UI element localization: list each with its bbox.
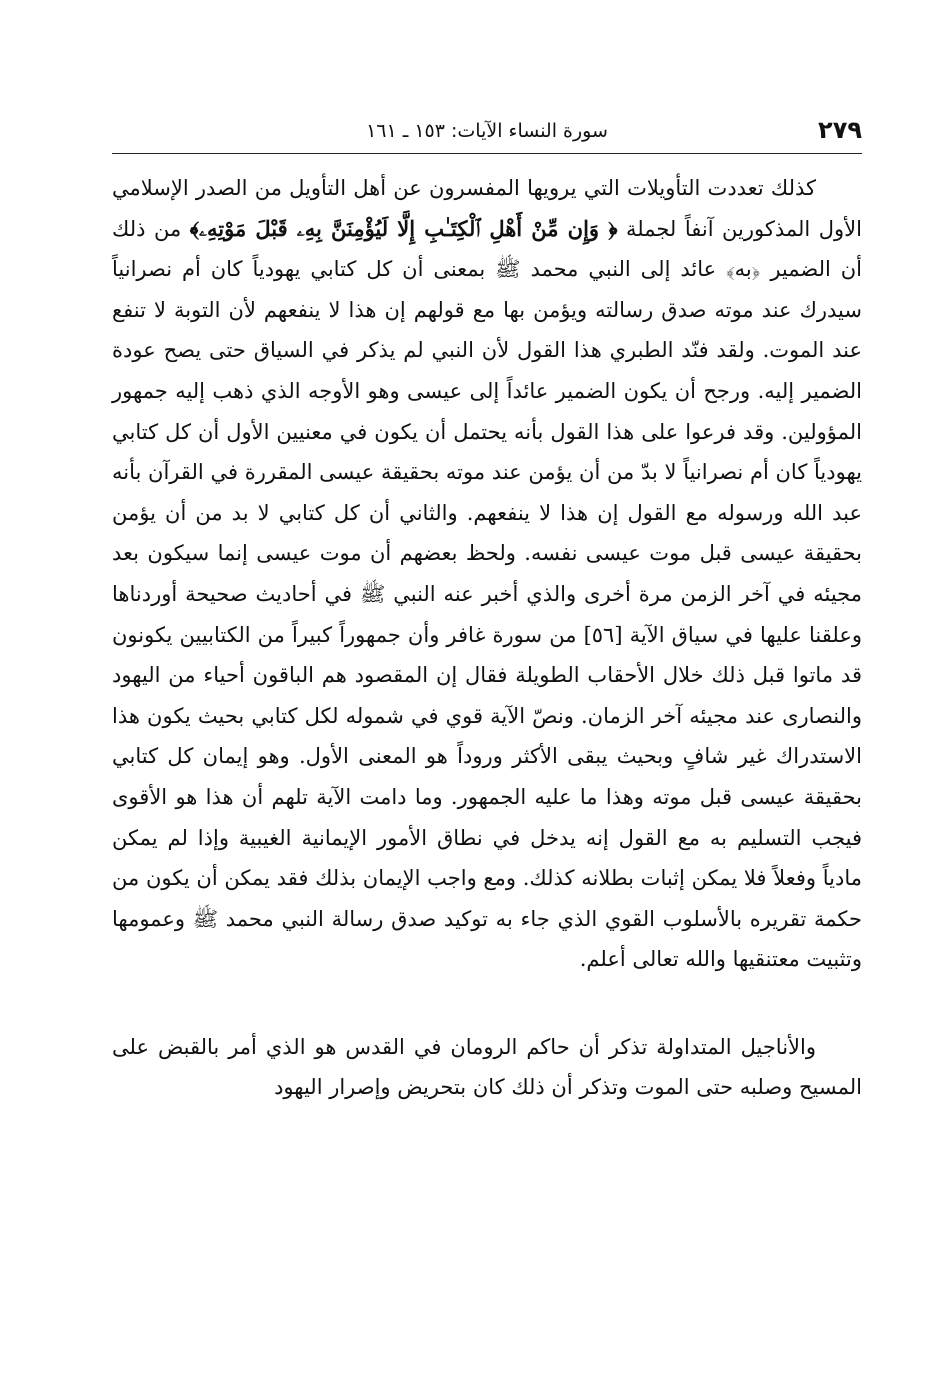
page-number: ٢٧٩ bbox=[818, 116, 862, 144]
page-header bbox=[112, 112, 862, 152]
header-divider bbox=[112, 153, 862, 154]
running-title: سورة النساء الآيات: ١٥٣ ـ ١٦١ bbox=[366, 120, 608, 142]
paragraph-text: كذلك تعددت التأويلات التي يرويها المفسرون عن أهل التأويل من الصدر الإسلامي الأول المذكورين آنفاً لجملة bbox=[112, 176, 862, 241]
paragraph-text: من ذلك أن الضمير ﴿به﴾ عائد إلى النبي محمد ﷺ بمعنى أن كل كتابي يهودياً كان أم نصرانياً سيدرك عند موته صدق رسالته ويؤمن بها مع قولهم إن هذا لا ينفعهم لأن التوبة لا تنفع عند الموت. ولقد فنّد الطبري هذا القول لأن النبي لم يذكر في السياق حتى يصح عودة الضمير إليه. ورجح أن يكون الضمير عائداً إلى عيسى وهو الأوجه الذي ذهب إليه جمهور المؤولين. وقد فرعوا على هذا القول بأنه يحتمل أن يكون في معنيين الأول أن كل كتابي يهودياً كان أم نصرانياً لا بدّ من أن يؤمن عند موته بحقيقة عيسى المقررة في القرآن بأنه عبد الله ورسوله مع القول إن هذا لا ينفعهم. والثاني أن كل كتابي لا بد من أن يؤمن بحقيقة عيسى قبل موت عيسى نفسه. ولحظ بعضهم أن موت عيسى إنما سيكون بعد مجيئه في آخر الزمن مرة أخرى والذي أخبر عنه النبي ﷺ في أحاديث صحيحة أوردناها وعلقنا عليها في سياق الآية [٥٦] من سورة غافر وأن جمهوراً كبيراً من الكتابيين يكونون قد ماتوا قبل ذلك خلال الأحقاب الطويلة فقال إن المقصود هم الباقون أحياء من اليهود والنصارى عند مجيئه آخر الزمان. ونصّ الآية قوي في شموله لكل كتابي بحيث يكون هذا الاستدراك غير شافٍ وبحيث يبقى الأكثر وروداً هو المعنى الأول. وهو إيمان كل كتابي بحقيقة عيسى قبل موته وهذا ما عليه الجمهور. وما دامت الآية تلهم أن هذا هو الأقوى فيجب التسليم به مع القول إنه يدخل في نطاق الأمور الإيمانية الغيبية وإذا لم يمكن مادياً وفعلاً فلا يمكن إثبات بطلانه كذلك. ومع واجب الإيمان بذلك فقد يمكن أن يكون من حكمة تقريره بالأسلوب القوي الذي جاء به توكيد صدق رسالة النبي محمد ﷺ وعمومها وتثبيت معتنقيها والله تعالى أعلم. bbox=[112, 216, 863, 972]
quran-verse: ﴿ وَإِن مِّنْ أَهْلِ ٱلْكِتَـٰبِ إِلَّا لَيُؤْمِنَنَّ بِهِۦ قَبْلَ مَوْتِهِۦ﴾ bbox=[189, 215, 618, 241]
paragraph-text: والأناجيل المتداولة تذكر أن حاكم الرومان في القدس هو الذي أمر بالقبض على المسيح وصلبه حتى الموت وتذكر أن ذلك كان بتحريض وإصرار اليهود bbox=[112, 1034, 862, 1100]
main-text bbox=[112, 168, 862, 1108]
paragraph bbox=[112, 1027, 862, 1108]
paragraph bbox=[112, 168, 862, 980]
